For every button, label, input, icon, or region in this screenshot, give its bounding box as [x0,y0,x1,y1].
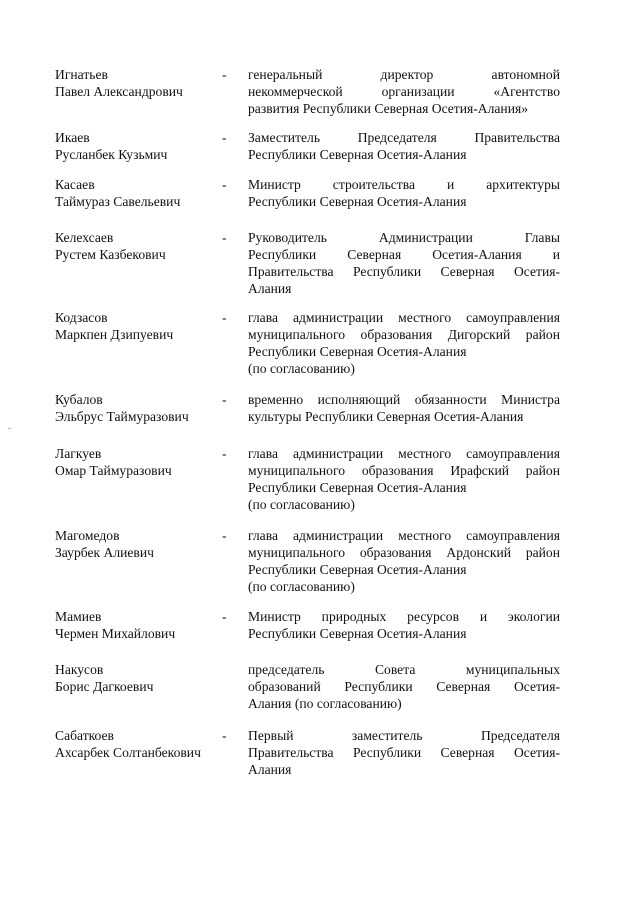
dash-separator: - [222,392,227,407]
member-name [55,391,221,425]
member-entry [55,309,560,377]
scan-speck [8,428,11,429]
position-line: Республики Северная Осетия-Алания [248,562,467,577]
given-name: Чермен Михайлович [55,626,176,641]
member-name [55,176,221,210]
position-line: генеральный директор автономной [248,67,560,82]
position-line: Первый заместитель Председателя [248,728,560,743]
position-line: Республики Северная Осетия-Алания и [248,247,560,262]
member-name [55,309,221,377]
position-line: Республики Северная Осетия-Алания [248,194,467,209]
position-line: председатель Совета муниципальных [248,662,560,677]
position-line: (по согласованию) [248,361,355,376]
member-entry [55,727,560,778]
surname: Касаев [55,177,95,192]
member-name [55,661,221,712]
member-name [55,445,221,513]
position-line: Республики Северная Осетия-Алания [248,147,467,162]
position-line: глава администрации местного самоуправления [248,446,560,461]
position-line: Алания [248,762,292,777]
given-name: Ахсарбек Солтанбекович [55,745,201,760]
given-name: Омар Таймуразович [55,463,172,478]
surname: Кубалов [55,392,103,407]
member-position [248,527,560,595]
position-line: (по согласованию) [248,579,355,594]
position-line: муниципального образования Ардонский район [248,545,560,560]
member-entry [55,129,560,163]
member-position [248,66,560,117]
surname: Кодзасов [55,310,108,325]
position-line: глава администрации местного самоуправления [248,528,560,543]
member-position [248,727,560,778]
position-line: Алания (по согласованию) [248,696,402,711]
given-name: Таймураз Савельевич [55,194,181,209]
position-line: Республики Северная Осетия-Алания [248,626,467,641]
member-entry [55,445,560,513]
member-entry [55,229,560,297]
dash-separator: - [222,609,227,624]
member-position [248,661,560,712]
surname: Накусов [55,662,104,677]
position-line: образований Республики Северная Осетия- [248,679,560,694]
surname: Игнатьев [55,67,108,82]
position-line: некоммерческой организации «Агентство [248,84,560,99]
member-position [248,445,560,513]
member-name [55,66,221,117]
position-line: Министр природных ресурсов и экологии [248,609,560,624]
surname: Келехсаев [55,230,114,245]
given-name: Заурбек Алиевич [55,545,154,560]
dash-separator: - [222,230,227,245]
position-line: Министр строительства и архитектуры [248,177,560,192]
surname: Мамиев [55,609,102,624]
dash-separator: - [222,310,227,325]
given-name: Маркпен Дзипуевич [55,327,174,342]
position-line: Республики Северная Осетия-Алания [248,344,467,359]
dash-separator [221,661,248,712]
member-position [248,129,560,163]
member-name [55,727,221,778]
member-entry [55,176,560,210]
position-line: Алания [248,281,292,296]
dash-separator: - [222,130,227,145]
position-line: Руководитель Администрации Главы [248,230,560,245]
dash-separator: - [222,446,227,461]
given-name: Эльбрус Таймуразович [55,409,189,424]
member-name [55,229,221,297]
position-line: Правительства Республики Северная Осетия- [248,745,560,760]
position-line: муниципального образования Дигорский район [248,327,560,342]
member-name [55,608,221,642]
member-position [248,176,560,210]
member-entry [55,527,560,595]
member-entry [55,391,560,425]
surname: Икаев [55,130,90,145]
dash-separator: - [222,728,227,743]
member-position [248,391,560,425]
position-line: Республики Северная Осетия-Алания [248,480,467,495]
member-name [55,527,221,595]
position-line: Правительства Республики Северная Осетия- [248,264,560,279]
surname: Сабаткоев [55,728,114,743]
position-line: Заместитель Председателя Правительства [248,130,560,145]
given-name: Русланбек Кузьмич [55,147,168,162]
given-name: Рустем Казбекович [55,247,166,262]
member-position [248,309,560,377]
member-entry [55,608,560,642]
member-entry [55,66,560,117]
position-line: муниципального образования Ирафский район [248,463,560,478]
position-line: развития Республики Северная Осетия-Алания» [248,101,529,116]
member-name [55,129,221,163]
member-position [248,229,560,297]
dash-separator: - [222,67,227,82]
member-entry [55,661,560,712]
given-name: Борис Дагкоевич [55,679,154,694]
surname: Магомедов [55,528,120,543]
position-line: (по согласованию) [248,497,355,512]
position-line: глава администрации местного самоуправления [248,310,560,325]
dash-separator: - [222,528,227,543]
position-line: культуры Республики Северная Осетия-Алания [248,409,524,424]
given-name: Павел Александрович [55,84,183,99]
member-position [248,608,560,642]
position-line: временно исполняющий обязанности Министра [248,392,560,407]
surname: Лагкуев [55,446,102,461]
dash-separator: - [222,177,227,192]
